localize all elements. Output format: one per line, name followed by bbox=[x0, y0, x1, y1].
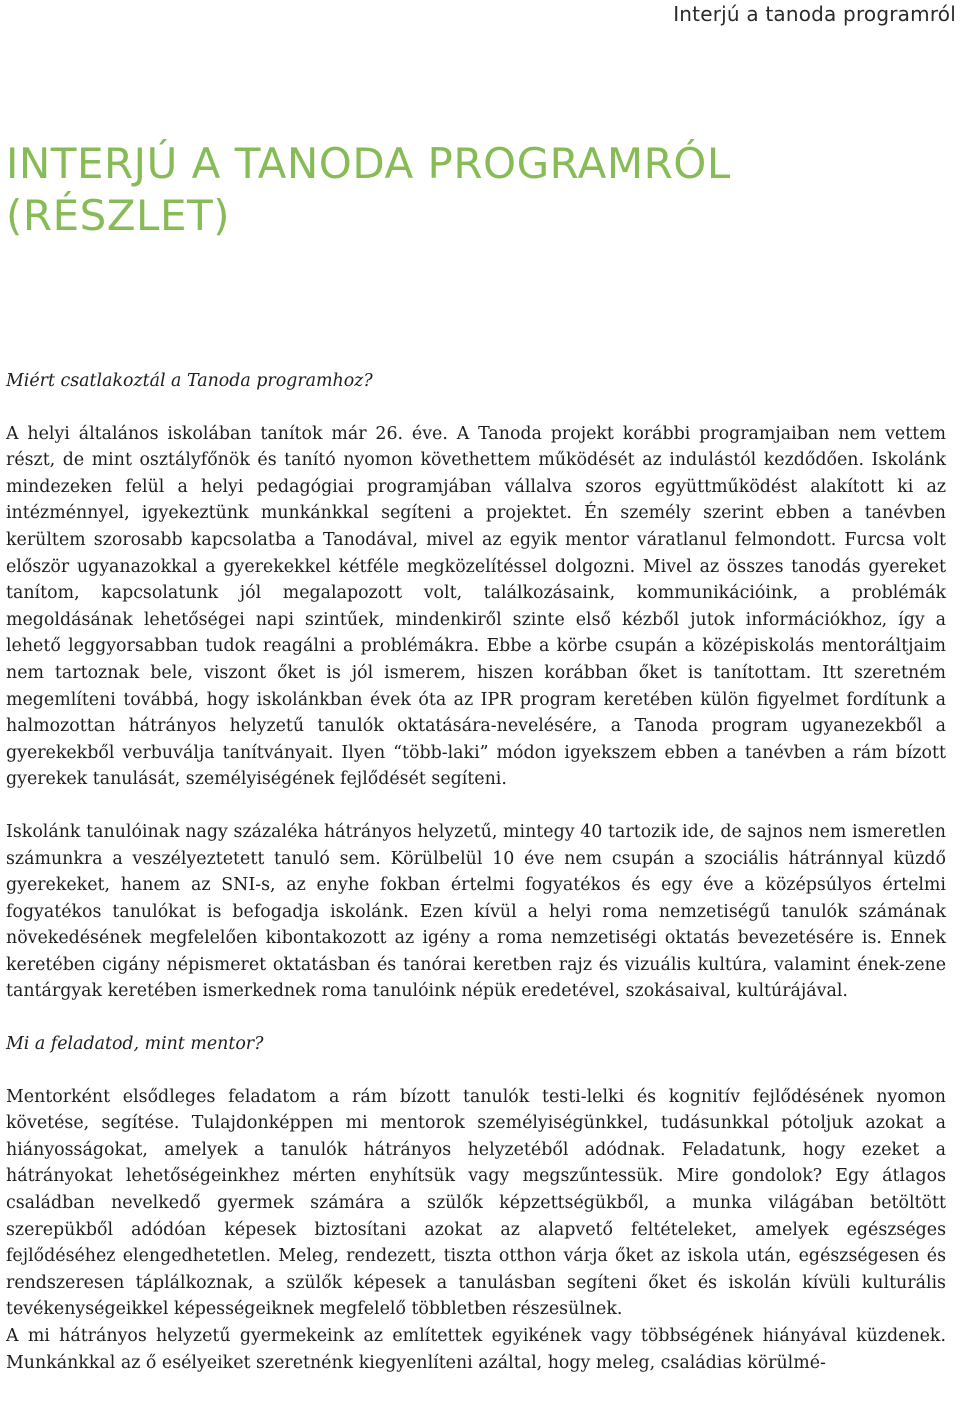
article-body bbox=[6, 368, 946, 1376]
running-header: Interjú a tanoda programról bbox=[673, 2, 956, 26]
interview-question-1: Miért csatlakoztál a Tanoda programhoz? bbox=[6, 371, 373, 391]
answer-1-paragraph-2: Iskolánk tanulóinak nagy százaléka hátrányos helyzetű, mintegy 40 tartozik ide, de sajnos nem ismeretlen számunkra a veszélyeztetett tanuló sem. Körülbelül 10 éve nem csupán a szociális hátránnyal küzdő gyerekeket, hanem az SNI-s, az enyhe fokban értelmi fogyatékos és egy éve a középsúlyos értelmi fogyatékos tanulókat is befogadja iskolánk. Ezen kívül a helyi roma nemzetiségű tanulók számának növekedésének megfelelően kibontakozott az igény a roma nemzetiségi oktatás bevezetésére is. Ennek keretében cigány népismeret oktatásban és tanórai keretben rajz és vizuális kultúra, valamint ének-zene tantárgyak keretében ismerkednek roma tanulóink népük eredetével, szokásaival, kultúrájával. bbox=[6, 821, 946, 1002]
interview-question-2: Mi a feladatod, mint mentor? bbox=[6, 1034, 264, 1055]
answer-2-paragraph-1: Mentorként elsődleges feladatom a rám bízott tanulók testi-lelki és kognitív fejlődésének nyomon követése, segítése. Tulajdonképpen mi mentorok személyiségünkkel, tudásunkkal pótoljuk azokat a hiányosságokat, amelyek a tanulók hátrányos helyzetéből adódnak. Feladatunk, hogy ezeket a hátrányokat lehetőségeinkhez mérten enyhítsük vagy megszűntessük. Mire gondolok? Egy átlagos családban nevelkedő gyermek számára a szülők képzettségükből, a munka világában betöltött szerepükből adódóan képesek biztosítani azokat az alapvető feltételeket, amelyek egészséges fejlődéséhez elengedhetetlen. Meleg, rendezett, tiszta otthon várja őket az iskola után, egészségesen és rendszeresen táplálkoznak, a szülők képesek a tanulásban segíteni őket és iskolán kívüli kulturális tevékenységeikkel képességeiknek megfelelő többletben részesülnek. bbox=[6, 1086, 946, 1320]
answer-1-paragraph-1: A helyi általános iskolában tanítok már 26. éve. A Tanoda projekt korábbi programjaiban nem vettem részt, de mint osztályfőnök és tanító nyomon követhettem működését az indulástól kezdődően. Iskolánk mindezeken felül a helyi pedagógiai programjában vállalva szoros együttműködést alakított ki az intézménnyel, igyekeztünk munkánkkal segíteni a projektet. Én személy szerint ebben a tanévben kerültem szorosabb kapcsolatba a Tanodával, mivel az egyik mentor váratlanul felmondott. Furcsa volt először ugyanazokkal a gyerekekkel kétféle megközelítéssel dolgozni. Mivel az összes tanodás gyereket tanítom, kapcsolatunk jól megalapozott volt, találkozásaink, kommunikációink, a problémák megoldásának lehetőségei napi szintűek, mindenkiről szinte első kézből jutok információkhoz, így a lehető leggyorsabban tudok reagálni a problémákra. Ebbe a körbe csupán a középiskolás mentoráltjaim nem tartoznak bele, viszont őket is jól ismerem, hiszen korábban őket is tanítottam. Itt szeretném megemlíteni továbbá, hogy iskolánkban évek óta az IPR program keretében külön figyelmet fordítunk a halmozottan hátrányos helyzetű tanulók oktatására-nevelésére, a Tanoda program ugyanezekből a gyerekekből verbuválja tanítványait. Ilyen “több-laki” módon igyekszem ebben a tanévben a rám bízott gyerekek tanulását, személyiségének fejlődését segíteni. bbox=[6, 423, 946, 790]
answer-2-paragraph-2: A mi hátrányos helyzetű gyermekeink az említettek egyikének vagy többségének hiányával küzdenek. Munkánkkal az ő esélyeiket szeretnénk kiegyenlíteni azáltal, hogy meleg, családias körülmé- bbox=[6, 1326, 946, 1373]
article-title-line-2: (RÉSZLET) bbox=[6, 191, 231, 240]
article-title-line-1: INTERJÚ A TANODA PROGRAMRÓL bbox=[6, 139, 731, 188]
article-title bbox=[6, 138, 731, 242]
